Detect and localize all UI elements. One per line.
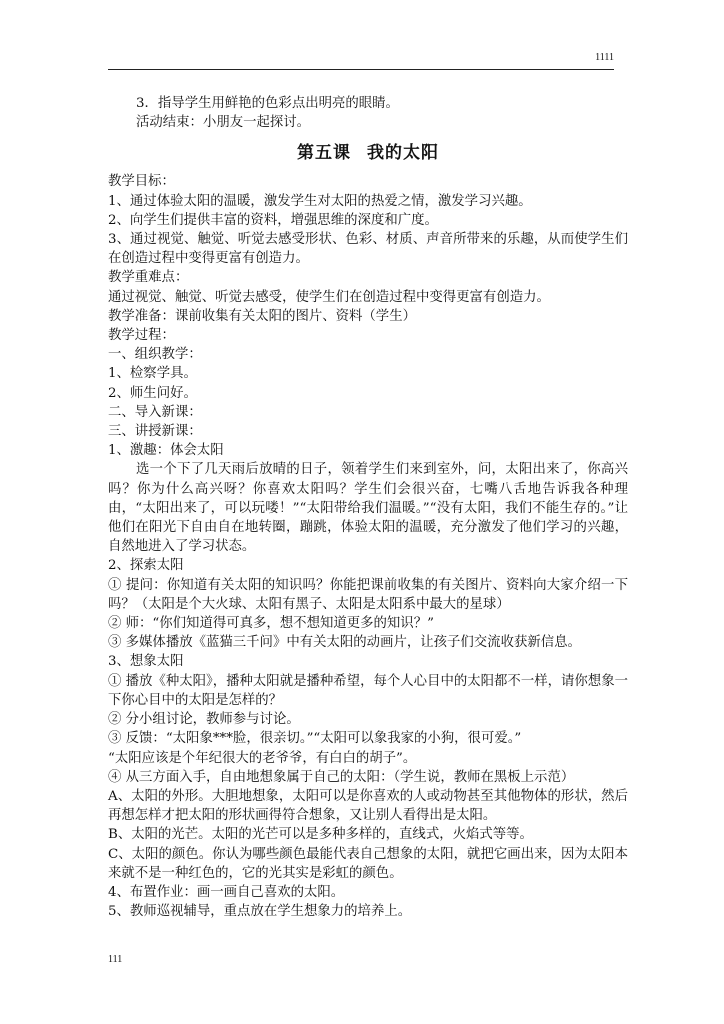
section-1-item-2: 2、师生问好。 <box>108 385 197 401</box>
part-3-point-a: A、太阳的外形。大胆地想象，太阳可以是你喜欢的人或动物甚至其他物体的形状，然后再想怎样才把太阳的形状画得符合想象，又让别人看得出是太阳。 <box>108 788 628 824</box>
part-3-item-3a: ③ 反馈：“太阳象***脸，很亲切。”“太阳可以象我家的小狗，很可爱。” <box>108 731 522 747</box>
goals-heading: 教学目标： <box>108 174 175 190</box>
part-2-heading: 2、探索太阳 <box>108 558 184 574</box>
document-body <box>108 94 628 921</box>
section-1: 一、组织教学： <box>108 347 202 363</box>
part-3-heading: 3、想象太阳 <box>108 654 184 670</box>
lesson-title <box>108 140 628 166</box>
part-3-item-3b: “太阳应该是个年纪很大的老爷爷，有白白的胡子”。 <box>108 750 417 766</box>
part-1-text: 选一个下了几天雨后放晴的日子，领着学生们来到室外，问，太阳出来了，你高兴吗？你为什么高兴呀？你喜欢太阳吗？学生们会很兴奋，七嘴八舌地告诉我各种理由，“太阳出来了，可以玩喽！”“太阳带给我们温暖。”“没有太阳，我们不能生存的。”让他们在阳光下自由自在地转圈，蹦跳，体验太阳的温暖，充分激发了他们学习的兴趣，自然地进入了学习状态。 <box>108 462 628 555</box>
lesson-title-number: 第五课 <box>297 143 351 164</box>
part-2-item-1: ① 提问：你知道有关太阳的知识吗？你能把课前收集的有关图片、资料向大家介绍一下吗？（太阳是个大火球、太阳有黑子、太阳是太阳系中最大的星球） <box>108 577 628 612</box>
part-3-point-c: C、太阳的颜色。你认为哪些颜色最能代表自己想象的太阳，就把它画出来，因为太阳本来就不是一种红色的，它的光其实是彩虹的颜色。 <box>108 846 628 881</box>
part-4: 4、布置作业：画一画自己喜欢的太阳。 <box>108 884 345 900</box>
key-text: 通过视觉、触觉、听觉去感受，使学生们在创造过程中变得更富有创造力。 <box>108 289 550 305</box>
part-2-item-2: ② 师：“你们知道得可真多，想不想知道更多的知识？” <box>108 616 434 632</box>
part-3-item-2: ② 分小组讨论，教师参与讨论。 <box>108 712 300 728</box>
part-1-heading: 1、激趣：体会太阳 <box>108 443 224 459</box>
part-3-point-b: B、太阳的光芒。太阳的光芒可以是多种多样的，直线式，火焰式等等。 <box>108 827 533 843</box>
header-page-code: 1111 <box>595 52 614 63</box>
part-5: 5、教师巡视辅导，重点放在学生想象力的培养上。 <box>108 904 412 920</box>
section-1-item-1: 1、检察学具。 <box>108 366 197 382</box>
header-rule <box>108 69 614 70</box>
paragraph-item3: 3．指导学生用鲜艳的色彩点出明亮的眼睛。 <box>136 96 399 111</box>
part-3-item-1: ① 播放《种太阳》，播种太阳就是播种希望，每个人心目中的太阳都不一样，请你想象一下你心目中的太阳是怎样的？ <box>108 673 628 708</box>
part-2-item-3: ③ 多媒体播放《蓝猫三千问》中有关太阳的动画片，让孩子们交流收获新信息。 <box>108 635 581 651</box>
goal-2: 2、向学生们提供丰富的资料，增强思维的深度和广度。 <box>108 212 438 228</box>
lesson-title-name: 我的太阳 <box>367 143 439 164</box>
footer-page-code: 111 <box>108 954 123 965</box>
goal-1: 1、通过体验太阳的温暖，激发学生对太阳的热爱之情，激发学习兴趣。 <box>108 193 532 209</box>
section-3: 三、讲授新课： <box>108 424 202 440</box>
teaching-prep: 教学准备：课前收集有关太阳的图片、资料（学生） <box>108 308 416 324</box>
section-2: 二、导入新课： <box>108 404 202 420</box>
part-3-item-4: ④ 从三方面入手，自由地想象属于自己的太阳：（学生说，教师在黑板上示范） <box>108 769 575 785</box>
paragraph-activity-end: 活动结束：小朋友一起探讨。 <box>136 115 311 131</box>
process-heading: 教学过程： <box>108 328 175 344</box>
goal-3: 3、通过视觉、触觉、听觉去感受形状、色彩、材质、声音所带来的乐趣，从而使学生们在创造过程中变得更富有创造力。 <box>108 232 628 267</box>
key-heading: 教学重难点： <box>108 270 189 286</box>
